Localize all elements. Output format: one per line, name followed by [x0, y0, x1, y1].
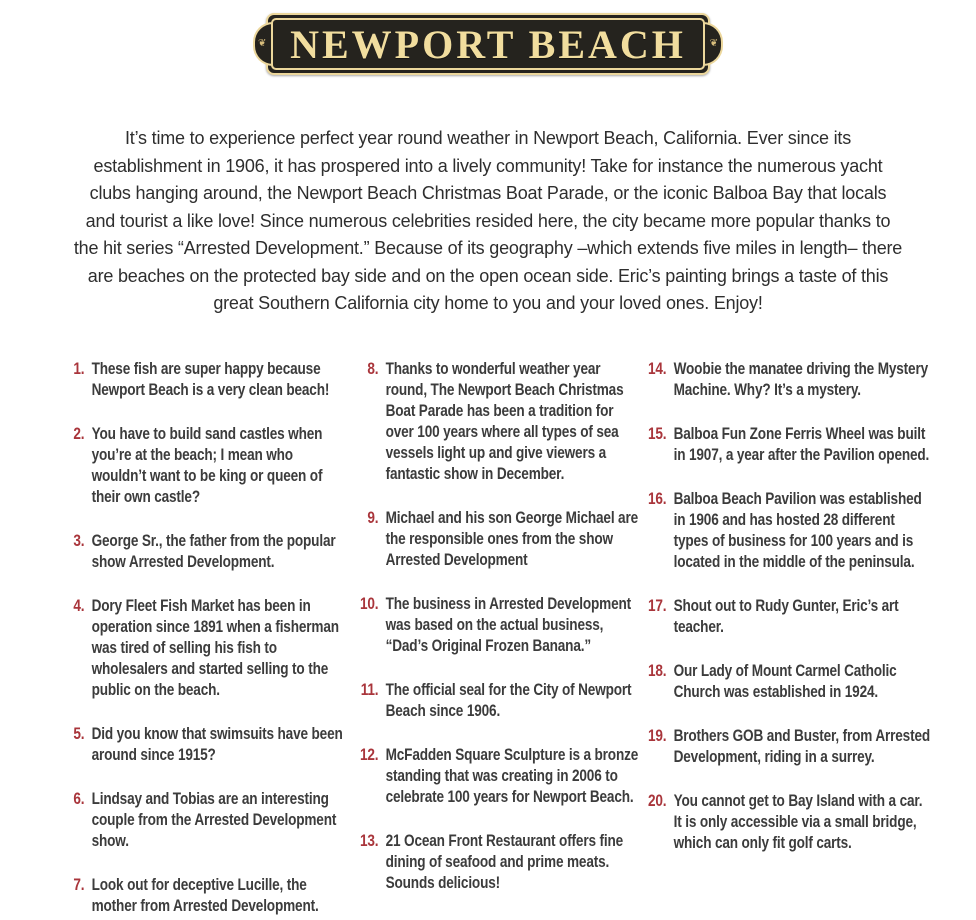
item-text: The business in Arrested Development was based on the actual business, “Dad’s Original Frozen Banana.” [385, 593, 632, 655]
list-item [644, 423, 930, 465]
item-text: McFadden Square Sculpture is a bronze standing that was creating in 2006 to celebrate 100 years for Newport Beach. [385, 744, 639, 806]
right-ornament-icon: ❦ [709, 38, 718, 49]
item-number: 2. [73, 423, 85, 443]
list-column-1 [62, 358, 348, 920]
list-item [644, 790, 930, 853]
item-number: 11. [360, 679, 379, 699]
item-number: 7. [73, 874, 85, 894]
list-item [62, 595, 348, 700]
list-column-2 [356, 358, 642, 916]
list-item [62, 788, 348, 851]
item-text: Woobie the manatee driving the Mystery Machine. Why? It’s a mystery. [673, 358, 928, 399]
item-number: 6. [73, 788, 85, 808]
list-item [644, 660, 930, 702]
list-item [356, 507, 642, 570]
item-number: 9. [367, 507, 379, 527]
item-number: 14. [647, 358, 667, 378]
item-number: 17. [647, 595, 667, 615]
item-number: 4. [73, 595, 85, 615]
item-number: 18. [647, 660, 667, 680]
list-item [62, 874, 348, 916]
plaque-left-ear [253, 22, 273, 66]
item-text: The official seal for the City of Newport Beach since 1906. [385, 679, 632, 720]
list-item [356, 830, 642, 893]
list-item [644, 725, 930, 767]
numbered-list [0, 358, 976, 920]
item-number: 10. [359, 593, 379, 613]
item-text: Our Lady of Mount Carmel Catholic Church was established in 1924. [673, 660, 897, 701]
list-item [356, 679, 642, 721]
item-number: 15. [647, 423, 667, 443]
list-column-3 [644, 358, 930, 876]
plaque-right-ear [703, 22, 723, 66]
list-item [644, 488, 930, 572]
newport-beach-plaque [258, 13, 718, 75]
header [0, 0, 976, 75]
item-text: Did you know that swimsuits have been around since 1915? [91, 723, 343, 764]
list-item [644, 595, 930, 637]
item-number: 5. [73, 723, 85, 743]
item-text: Look out for deceptive Lucille, the mother from Arrested Development. [91, 874, 319, 915]
item-number: 20. [647, 790, 667, 810]
item-number: 1. [73, 358, 85, 378]
intro-paragraph: It’s time to experience perfect year round weather in Newport Beach, California. Ever since its establishment in 1906, it has prospered into a lively community! Take for instance the numerous yacht clubs hanging around, the Newport Beach Christmas Boat Parade, or the iconic Balboa Bay that locals and tourist a like love! Since numerous celebrities resided here, the city became more popular thanks to the hit series “Arrested Development.” Because of its geography –which extends five miles in length– there are beaches on the protected bay side and on the open ocean side. Eric’s painting brings a taste of this great Southern California city home to you and your loved ones. Enjoy! [73, 128, 903, 313]
list-item [356, 744, 642, 807]
item-text: 21 Ocean Front Restaurant offers fine dining of seafood and prime meats. Sounds delicious! [385, 830, 624, 892]
item-number: 12. [359, 744, 379, 764]
item-text: You cannot get to Bay Island with a car. It is only accessible via a small bridge, which can only fit golf carts. [673, 790, 923, 852]
list-item [356, 358, 642, 484]
item-text: Lindsay and Tobias are an interesting couple from the Arrested Development show. [91, 788, 337, 850]
item-number: 8. [367, 358, 379, 378]
page-title: NEWPORT BEACH [290, 21, 686, 67]
item-number: 3. [73, 530, 85, 550]
item-number: 13. [359, 830, 379, 850]
list-item [356, 593, 642, 656]
item-text: Dory Fleet Fish Market has been in operation since 1891 when a fisherman was tired of selling his fish to wholesalers and started selling to the public on the beach. [91, 595, 339, 699]
item-text: Balboa Fun Zone Ferris Wheel was built in 1907, a year after the Pavilion opened. [673, 423, 930, 464]
list-item [62, 723, 348, 765]
list-item [62, 358, 348, 400]
item-text: Brothers GOB and Buster, from Arrested Development, riding in a surrey. [673, 725, 931, 766]
item-number: 19. [647, 725, 667, 745]
list-item [644, 358, 930, 400]
item-text: Balboa Beach Pavilion was established in 1906 and has hosted 28 different types of business for 100 years and is located in the middle of the peninsula. [673, 488, 922, 571]
item-text: George Sr., the father from the popular show Arrested Development. [91, 530, 336, 571]
item-number: 16. [647, 488, 667, 508]
list-item [62, 530, 348, 572]
item-text: Michael and his son George Michael are the responsible ones from the show Arrested Development [385, 507, 638, 569]
item-text: You have to build sand castles when you’re at the beach; I mean who wouldn’t want to be king or queen of their own castle? [91, 423, 323, 506]
item-text: Thanks to wonderful weather year round, The Newport Beach Christmas Boat Parade has been a tradition for over 100 years where all types of sea vessels light up and give viewers a fantastic show in December. [385, 358, 624, 483]
item-text: Shout out to Rudy Gunter, Eric’s art teacher. [673, 595, 899, 636]
left-ornament-icon: ❦ [258, 38, 267, 49]
list-item [62, 423, 348, 507]
item-text: These fish are super happy because Newport Beach is a very clean beach! [91, 358, 330, 399]
